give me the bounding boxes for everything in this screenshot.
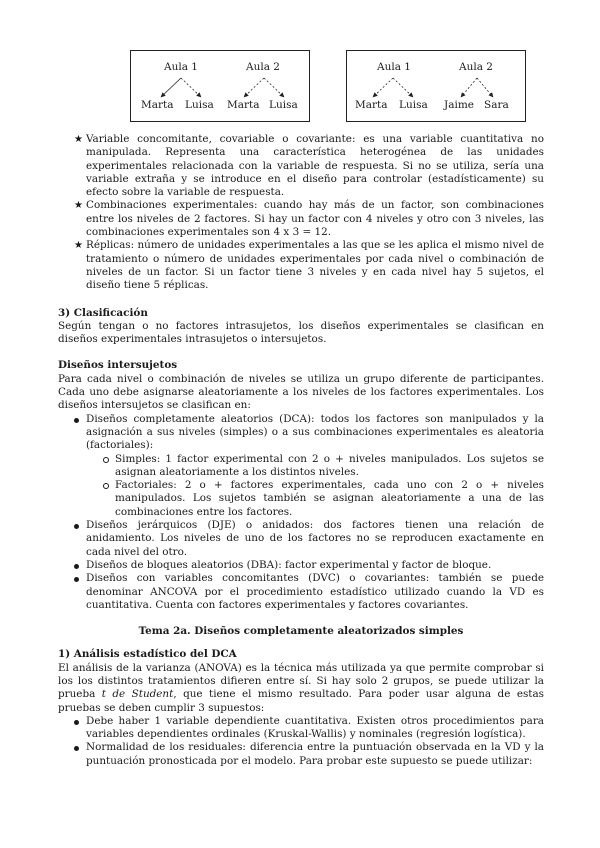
child-sara-label: Sara bbox=[484, 99, 509, 111]
document-body bbox=[58, 133, 544, 768]
list-item-supuesto-vd: Debe haber 1 variable dependiente cuantitativa. Existen otros procedimientos para variables dependientes ordinales (Kruskal-Wallis) y nominales (regresión logística). bbox=[58, 715, 544, 742]
analisis-heading: 1) Análisis estadístico del DCA bbox=[58, 648, 237, 661]
clasificacion-text: Según tengan o no factores intrasujetos, los diseños experimentales se clasifican en diseños experimentales intrasujetos o intersujetos. bbox=[58, 319, 544, 346]
dca-sublist bbox=[86, 453, 544, 519]
star-item-combinaciones: ★ Combinaciones experimentales: cuando hay más de un factor, son combinaciones entre los niveles de 2 factores. Si hay un factor con 4 niveles y otro con 3 niveles, las combinaciones experimentales son 4 x 3 = 12. bbox=[74, 199, 544, 239]
star-bullet-icon: ★ bbox=[74, 240, 83, 252]
bullet-dot-icon bbox=[74, 746, 79, 751]
sublist-item-simples: Simples: 1 factor experimental con 2 o + niveles manipulados. Los sujetos se asignan aleatoriamente a los distintos niveles. bbox=[58, 453, 544, 480]
hollow-bullet-icon bbox=[103, 457, 109, 463]
bullet-dot-icon bbox=[74, 577, 79, 582]
bullet-dot-icon bbox=[74, 524, 79, 529]
aula2-label: Aula 2 bbox=[246, 61, 280, 73]
child-jaime-label: Jaime bbox=[444, 99, 474, 111]
arrow-aula2-sara bbox=[477, 78, 493, 97]
arrow-aula2-jaime bbox=[461, 78, 477, 97]
tema-title: Tema 2a. Diseños completamente aleatorizados simples bbox=[138, 625, 464, 638]
bullet-dot-icon bbox=[74, 720, 79, 725]
list-item-dvc: Diseños con variables concomitantes (DVC) o covariantes: también se puede denominar ANCOVA por el procedimiento estadístico utilizado cuando la VD es cuantitativa. Cuenta con factores experimentales y factores covariantes. bbox=[58, 572, 544, 612]
nested-design-diagram bbox=[346, 50, 526, 122]
arrow-aula1-luisa bbox=[181, 78, 201, 97]
arrow-aula1-luisa bbox=[393, 78, 413, 97]
analisis-intro: El análisis de la varianza (ANOVA) es la técnica más utilizada ya que permite comprobar si los los distintos tratamientos difieren entre sí. Si hay solo 2 grupos, se puede utilizar la prueba t de Student, que tiene el mismo resultado. Para poder usar alguna de estas pruebas se deben cumplir 3 supuestos: bbox=[58, 661, 544, 714]
aula1-label: Aula 1 bbox=[164, 61, 198, 73]
list-item-dje: Diseños jerárquicos (DJE) o anidados: dos factores tienen una relación de anidamiento. Los niveles de uno de los factores no se reproducen exactamente en cada nivel del otro. bbox=[58, 519, 544, 559]
bullet-dot-icon bbox=[74, 564, 79, 569]
bullet-dot-icon bbox=[74, 418, 79, 423]
child-marta-label: Marta bbox=[227, 99, 260, 111]
arrow-aula1-marta bbox=[373, 78, 393, 97]
list-item-supuesto-normalidad: Normalidad de los residuales: diferencia entre la puntuación observada en la VD y la puntuación pronosticada por el modelo. Para probar este supuesto se puede utilizar: bbox=[58, 741, 544, 768]
arrow-aula2-luisa bbox=[264, 78, 284, 97]
child-luisa-label: Luisa bbox=[269, 99, 298, 111]
aula1-label: Aula 1 bbox=[377, 61, 411, 73]
star-bullet-icon: ★ bbox=[74, 200, 83, 212]
star-bullet-icon: ★ bbox=[74, 134, 83, 145]
sublist-item-factoriales: Factoriales: 2 o + factores experimentales, cada uno con 2 o + niveles manipulados. Los sujetos también se asignan aleatoriamente a una de las combinaciones entre los factores. bbox=[58, 479, 544, 519]
star-item-covariable: ★ Variable concomitante, covariable o covariante: es una variable cuantitativa no manipulada. Representa una característica heterogénea de las unidades experimentales relacionada con la variable de respuesta. Si no se utiliza, sería una variable extraña y se introduce en el diseño para controlar (estadísticamente) su efecto sobre la variable de respuesta. bbox=[74, 133, 544, 199]
child-marta-label: Marta bbox=[355, 99, 388, 111]
star-item-replicas: ★ Réplicas: número de unidades experimentales a las que se les aplica el mismo nivel de tratamiento o número de unidades experimentales por cada nivel o combinación de niveles de un factor. Si un factor tiene 3 niveles y en cada nivel hay 5 sujetos, el diseño tiene 5 réplicas. bbox=[74, 239, 544, 292]
intersujetos-heading: Diseños intersujetos bbox=[58, 359, 178, 372]
aula2-label: Aula 2 bbox=[459, 61, 493, 73]
clasificacion-heading: 3) Clasificación bbox=[58, 306, 148, 319]
intersujetos-list bbox=[58, 413, 544, 612]
arrow-aula1-marta bbox=[161, 78, 181, 97]
intersujetos-intro: Para cada nivel o combinación de niveles se utiliza un grupo diferente de participantes. Cada uno debe asignarse aleatoriamente a los niveles de los factores experimentales. Los diseños intersujetos se clasifican en: bbox=[58, 372, 544, 412]
child-luisa-label: Luisa bbox=[399, 99, 428, 111]
supuestos-list bbox=[58, 715, 544, 768]
hollow-bullet-icon bbox=[103, 483, 109, 489]
arrow-aula2-marta bbox=[244, 78, 264, 97]
list-item-dca: Diseños completamente aleatorios (DCA): todos los factores son manipulados y la asignación a sus niveles (simples) o a sus combinaciones experimentales es aleatoria (factoriales): Simples: 1 factor experimental con 2 o + niveles manipulados. Los sujetos se asignan aleatoriamente a los distintos niveles. Factoriales: 2 o + factores experimentales, cada uno con 2 o + niveles manipulados. Los sujetos también se asignan aleatoriamente a una de las combinaciones entre los factores. bbox=[58, 413, 544, 519]
child-marta-label: Marta bbox=[141, 99, 174, 111]
child-luisa-label: Luisa bbox=[185, 99, 214, 111]
list-item-dba: Diseños de bloques aleatorios (DBA): factor experimental y factor de bloque. bbox=[58, 559, 544, 572]
crossed-design-diagram bbox=[130, 50, 310, 122]
